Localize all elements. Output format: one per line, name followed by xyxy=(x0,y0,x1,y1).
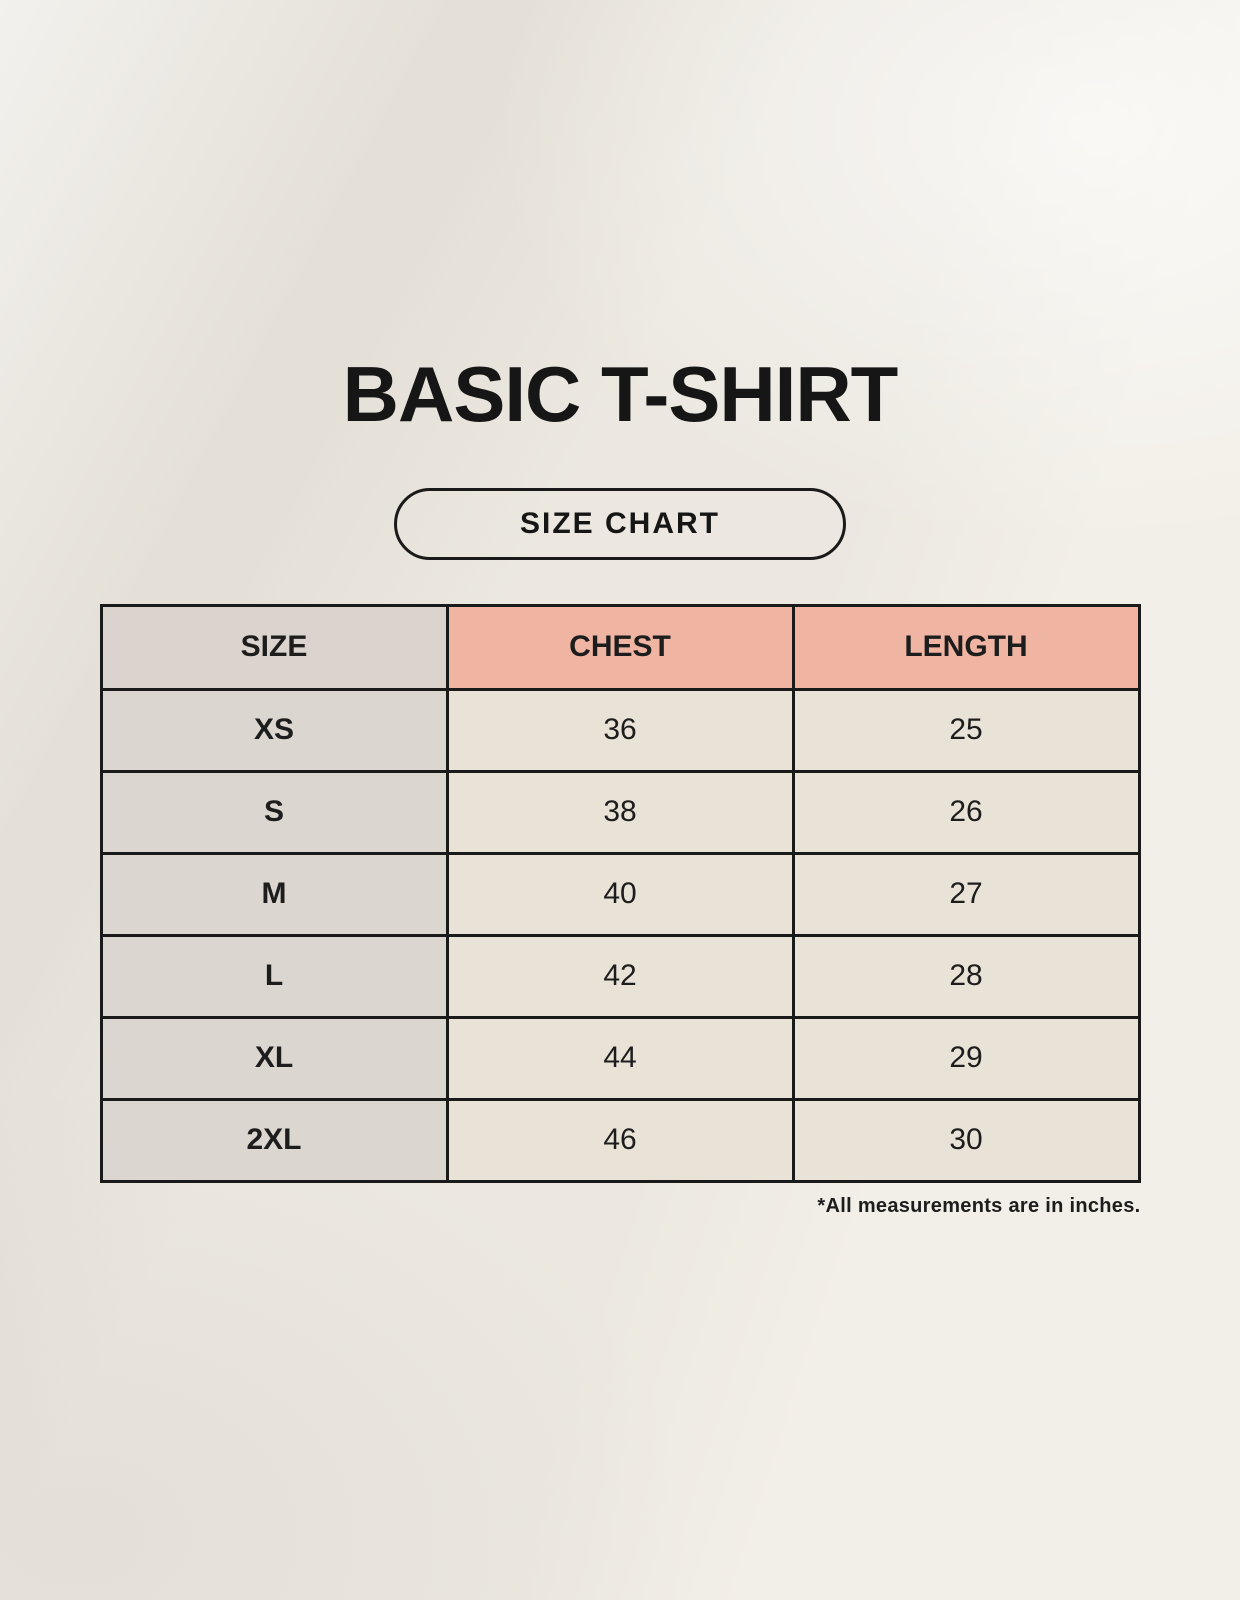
size-cell: S xyxy=(101,771,447,853)
chest-cell: 40 xyxy=(447,853,793,935)
header-length: LENGTH xyxy=(793,605,1139,689)
size-chart-badge xyxy=(394,488,846,560)
size-cell: 2XL xyxy=(101,1099,447,1181)
measurement-units-note: *All measurements are in inches. xyxy=(817,1194,1141,1217)
length-cell: 28 xyxy=(793,935,1139,1017)
header-size: SIZE xyxy=(101,605,447,689)
size-chart-table xyxy=(100,604,1141,1183)
table-row xyxy=(101,853,1139,935)
header-chest: CHEST xyxy=(447,605,793,689)
chest-cell: 42 xyxy=(447,935,793,1017)
size-cell: M xyxy=(101,853,447,935)
chest-cell: 46 xyxy=(447,1099,793,1181)
length-cell: 26 xyxy=(793,771,1139,853)
table-row xyxy=(101,935,1139,1017)
length-cell: 27 xyxy=(793,853,1139,935)
header-row xyxy=(101,605,1139,689)
size-chart-table-container xyxy=(100,604,1141,1183)
table-row xyxy=(101,1099,1139,1181)
size-cell: L xyxy=(101,935,447,1017)
length-cell: 30 xyxy=(793,1099,1139,1181)
size-cell: XL xyxy=(101,1017,447,1099)
table-row xyxy=(101,1017,1139,1099)
size-cell: XS xyxy=(101,689,447,771)
chest-cell: 44 xyxy=(447,1017,793,1099)
chest-cell: 38 xyxy=(447,771,793,853)
length-cell: 25 xyxy=(793,689,1139,771)
chest-cell: 36 xyxy=(447,689,793,771)
size-chart-badge-label: SIZE CHART xyxy=(520,506,720,540)
table-row xyxy=(101,689,1139,771)
product-title: BASIC T-SHIRT xyxy=(342,350,898,438)
table-row xyxy=(101,771,1139,853)
length-cell: 29 xyxy=(793,1017,1139,1099)
